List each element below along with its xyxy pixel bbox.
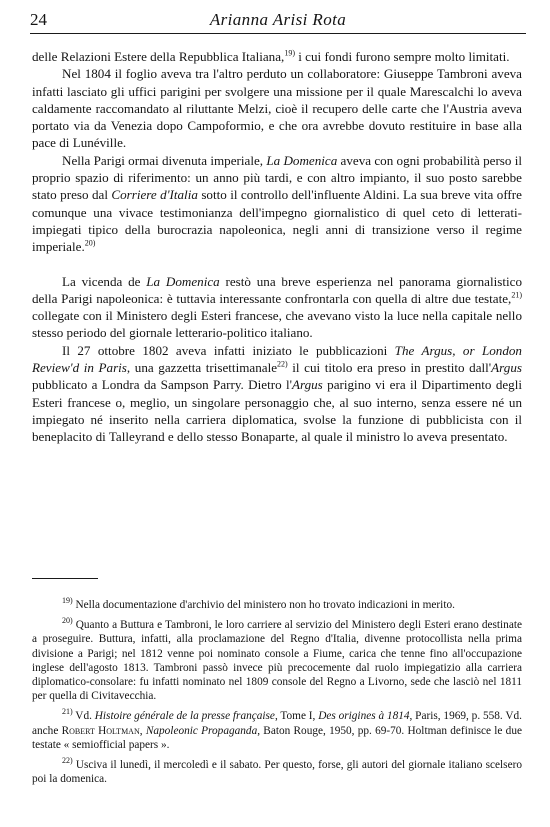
running-title: Arianna Arisi Rota [209,10,347,29]
title-argus: Argus [491,360,522,376]
footnote-number: 21) [62,707,73,717]
footnote-21: $^{21)}$ Vd. Histoire générale de la presse française, Tome I, Des origines à 1814, Paris, 1969, p. 558. Vd. anche Robert Holtman, Napoleonic Propaganda, Baton Rouge, 1950, pp. 69-70. Holtman definisce le due testate « semiofficial papers ». [32,707,522,751]
footnote-ref-20: 20) [84,238,96,248]
paragraph-1: delle Relazioni Estere della Repubblica Italiana,$^{19)}$ i cui fondi furono sempre molto limitati. [32,48,510,64]
page-header [30,6,526,34]
author-name: Robert Holtman [61,724,140,737]
paragraph-2: Nel 1804 il foglio aveva tra l'altro perduto un collaboratore: Giuseppe Tambroni aveva infatti lasciato gli uffici parigini per svolgere una missione per il quale Marescalchi lo aveva caldamente raccomandato al riluttante Melzi, cioè il recupero delle carte che l'Austria aveva portato via da Venezia dopo Campoformio, e che ora avrebbe dovuto restituire in base alla pace di Lunéville. [32,66,522,151]
header-rule [30,33,526,34]
footnote-rule [32,578,98,579]
footnote-ref-22: 22) [277,359,288,369]
footnote-19: $^{19)}$ Nella documentazione d'archivio del ministero non ho trovato indicazioni in merito. [62,596,455,611]
footnote-number: 22) [62,756,73,766]
main-text [32,48,522,446]
paragraph-5: Il 27 ottobre 1802 aveva infatti iniziato le pubblicazioni The Argus, or London Review'd in Paris, una gazzetta trisettimanale$^{22)}$ il cui titolo era preso in prestito dall'Argus pubblicato a Londra da Sampson Parry. Dietro l'Argus parigino vi era il Dipartimento degli Esteri francese o, meglio, un singolare personaggio che, al suo interno, senza essere né un impiegato né inserito nella carriera diplomatica, svolse la funzione di pubblicista con il beneplacito di Talleyrand e dello stesso Bonaparte, al quale il ministro lo aveva presentato. [32,342,522,445]
footnote-number: 19) [62,596,73,606]
footnote-22: $^{22)}$ Usciva il lunedì, il mercoledì e il sabato. Per questo, forse, gli autori del giornale italiano scelsero poi la domenica. [32,756,522,786]
title-argus: Argus [291,377,323,393]
footnotes [32,598,522,792]
paragraph-4: La vicenda de La Domenica restò una breve esperienza nel panorama giornalistico della Parigi napoleonica: è tuttavia interessante confrontarla con quella di altre due testate,$^{21)}$ collegate con il Ministero degli Esteri francese, che avevano visto la luce nella capitale nello stesso periodo del giornale letterario-politico italiano. [32,273,522,341]
title-la-domenica: La Domenica [146,273,220,289]
paragraph-3: Nella Parigi ormai divenuta imperiale, La Domenica aveva con ogni probabilità perso il proprio spazio di riferimento: un anno più tardi, e con altro impianto, il suo posto sarebbe stato preso dal Corriere d'Italia sotto il controllo dell'influente Aldini. La sua breve vita offre comunque una vivace testimonianza dell'impegno giornalistico di quel ceto di letterati-impiegati tipico della burocrazia napoleonica, negli anni di transizione verso il regime imperiale.$^{20)}$ [32,152,523,255]
title-la-domenica: La Domenica [266,152,338,168]
page-number: 24 [30,10,47,29]
title-the-argus: The Argus, or London Review'd in Paris [32,342,522,376]
footnote-20: $^{20)}$ Quanto a Buttura e Tambroni, le loro carriere al servizio del Ministero degli Esteri erano destinate a proseguire. Buttura, infatti, alla proclamazione del Regno d'Italia, divenne protocollista nella prima divisione a Parigi; nel 1812 venne poi nominato console a Fiume, carica che tenne fino all'occupazione inglese dell'agosto 1813. Tambroni passò invece più precocemente dal ruolo impiegatizio alla carriera diplomatico-consolare: fu infatti nominato nel 1809 console del Regno a Livorno, sede che lasciò nel 1811 per quella di Civitavecchia. [32,616,522,703]
footnote-number: 20) [62,616,73,626]
footnote-ref-19: 19) [284,48,295,58]
footnote-ref-21: 21) [511,290,522,300]
title-corriere-d-italia: Corriere d'Italia [111,187,198,203]
